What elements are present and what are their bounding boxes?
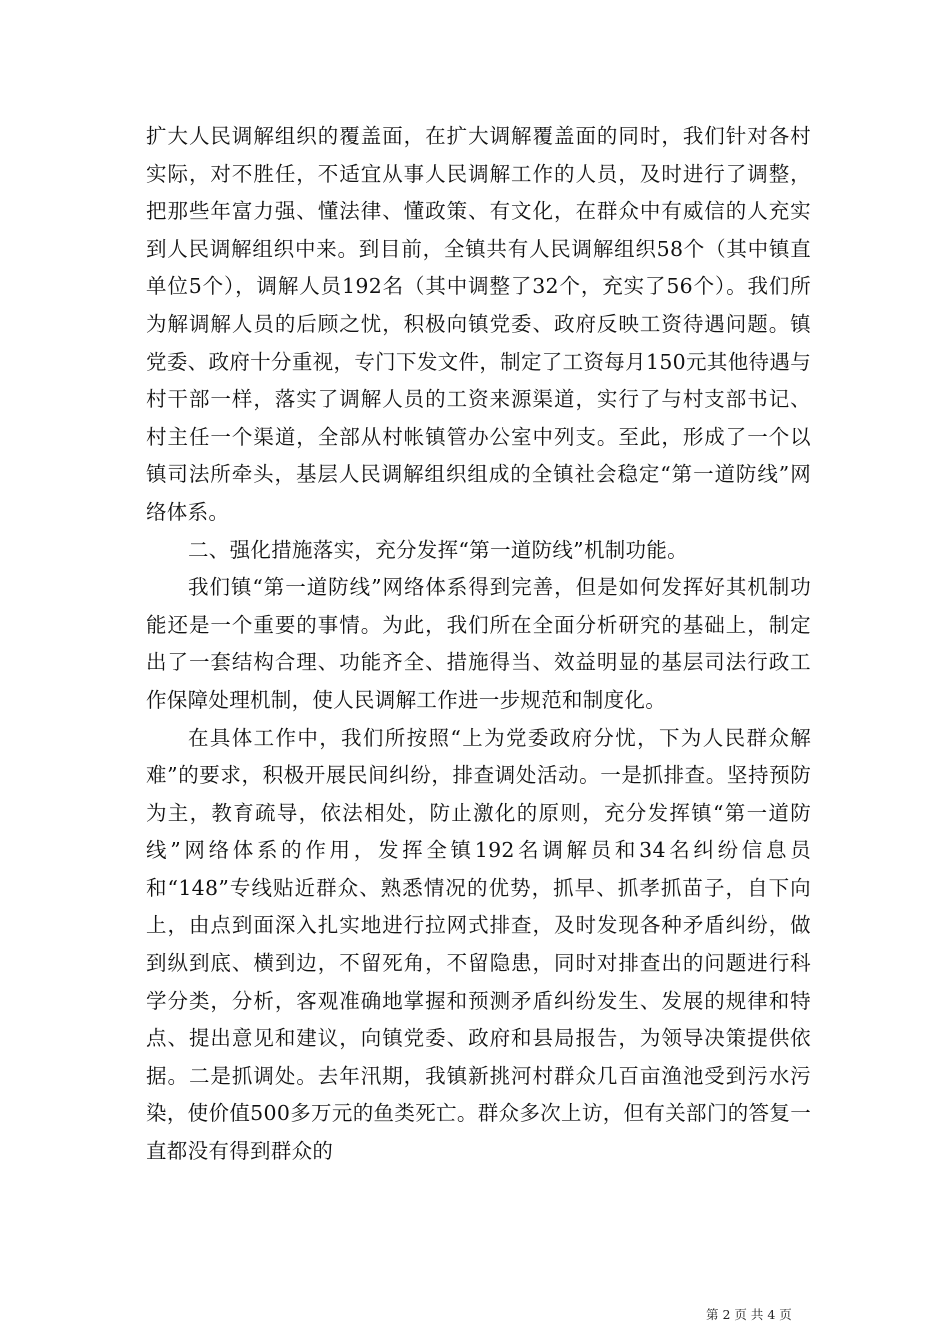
page-number-footer: 第 2 页 共 4 页	[706, 1307, 792, 1322]
section-heading-2: 二、强化措施落实，充分发挥“第一道防线”机制功能。	[188, 537, 688, 562]
paragraph-3: 我们镇“第一道防线”网络体系得到完善，但是如何发挥好其机制功能还是一个重要的事情。为此，我们所在全面分析研究的基础上，制定出了一套结构合理、功能齐全、措施得当、效益明显的基层司法行政工作保障处理机制，使人民调解工作进一步规范和制度化。	[146, 575, 811, 712]
paragraph-4: 在具体工作中，我们所按照“上为党委政府分忧，下为人民群众解难”的要求，积极开展民间纠纷，排查调处活动。一是抓排查。坚持预防为主，教育疏导，依法相处，防止激化的原则，充分发挥镇“第一道防线”网络体系的作用，发挥全镇192名调解员和34名纠纷信息员和“148”专线贴近群众、熟悉情况的优势，抓早、抓孝抓苗子，自下向上，由点到面深入扎实地进行拉网式排查，及时发现各种矛盾纠纷，做到纵到底、横到边，不留死角，不留隐患，同时对排查出的问题进行科学分类，分析，客观准确地掌握和预测矛盾纠纷发生、发展的规律和特点、提出意见和建议，向镇党委、政府和县局报告，为领导决策提供依据。二是抓调处。去年汛期，我镇新挑河村群众几百亩渔池受到污水污染，使价值500多万元的鱼类死亡。群众多次上访，但有关部门的答复一直都没有得到群众的	[146, 725, 811, 1164]
paragraph-1: 扩大人民调解组织的覆盖面，在扩大调解覆盖面的同时，我们针对各村实际，对不胜任，不适宜从事人民调解工作的人员，及时进行了调整，把那些年富力强、懂法律、懂政策、有文化，在群众中有威信的人充实到人民调解组织中来。到目前，全镇共有人民调解组织58个（其中镇直单位5个），调解人员192名（其中调整了32个，充实了56个）。我们所为解调解人员的后顾之忧，积极向镇党委、政府反映工资待遇问题。镇党委、政府十分重视，专门下发文件，制定了工资每月150元其他待遇与村干部一样，落实了调解人员的工资来源渠道，实行了与村支部书记、村主任一个渠道，全部从村帐镇管办公室中列支。至此，形成了一个以镇司法所牵头，基层人民调解组织组成的全镇社会稳定“第一道防线”网络体系。	[146, 124, 811, 524]
document-body	[146, 118, 811, 1171]
